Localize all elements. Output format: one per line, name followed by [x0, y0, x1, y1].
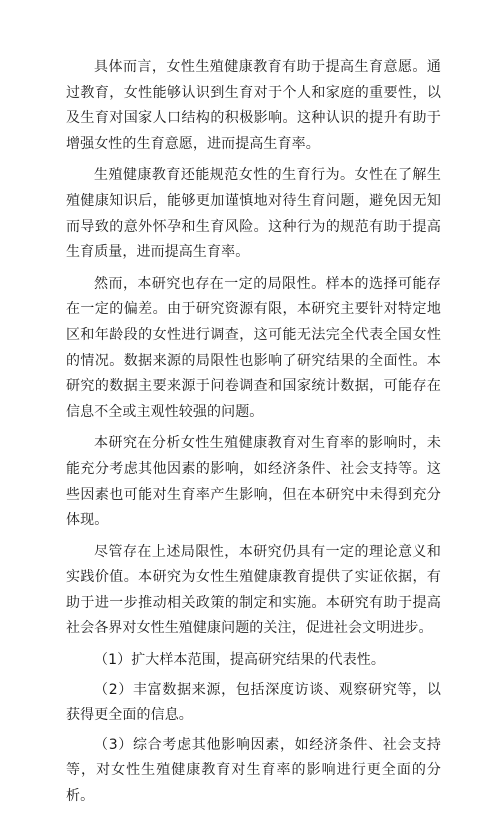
paragraph-significance: 尽管存在上述局限性，本研究仍具有一定的理论意义和实践价值。本研究为女性生殖健康教育提供了实证依据，有助于进一步推动相关政策的制定和实施。本研究有助于提高社会各界对女性生殖健康问题的关注，促进社会文明进步。	[66, 543, 441, 637]
recommendation-item-1: （1）扩大样本范围，提高研究结果的代表性。	[94, 652, 386, 669]
paragraph-other-factors: 本研究在分析女性生殖健康教育对生育率的影响时，未能充分考虑其他因素的影响，如经济条件、社会支持等。这些因素也可能对生育率产生影响，但在本研究中未得到充分体现。	[66, 435, 441, 529]
paragraph-fertility-behavior: 生殖健康教育还能规范女性的生育行为。女性在了解生殖健康知识后，能够更加谨慎地对待生育问题，避免因无知而导致的意外怀孕和生育风险。这种行为的规范有助于提高生育质量，进而提高生育率。	[66, 167, 441, 261]
recommendation-item-3: （3）综合考虑其他影响因素，如经济条件、社会支持等，对女性生殖健康教育对生育率的影响进行更全面的分析。	[66, 736, 441, 805]
paragraph-fertility-intention: 具体而言，女性生殖健康教育有助于提高生育意愿。通过教育，女性能够认识到生育对于个人和家庭的重要性，以及生育对国家人口结构的积极影响。这种认识的提升有助于增强女性的生育意愿，进而提高生育率。	[66, 59, 441, 152]
paragraph-limitations: 然而，本研究也存在一定的局限性。样本的选择可能存在一定的偏差。由于研究资源有限，本研究主要针对特定地区和年龄段的女性进行调查，这可能无法完全代表全国女性的情况。数据来源的局限性也影响了研究结果的全面性。本研究的数据主要来源于问卷调查和国家统计数据，可能存在信息不全或主观性较强的问题。	[66, 275, 441, 420]
recommendation-item-2: （2）丰富数据来源，包括深度访谈、观察研究等，以获得更全面的信息。	[66, 681, 441, 724]
document-page	[66, 55, 441, 814]
